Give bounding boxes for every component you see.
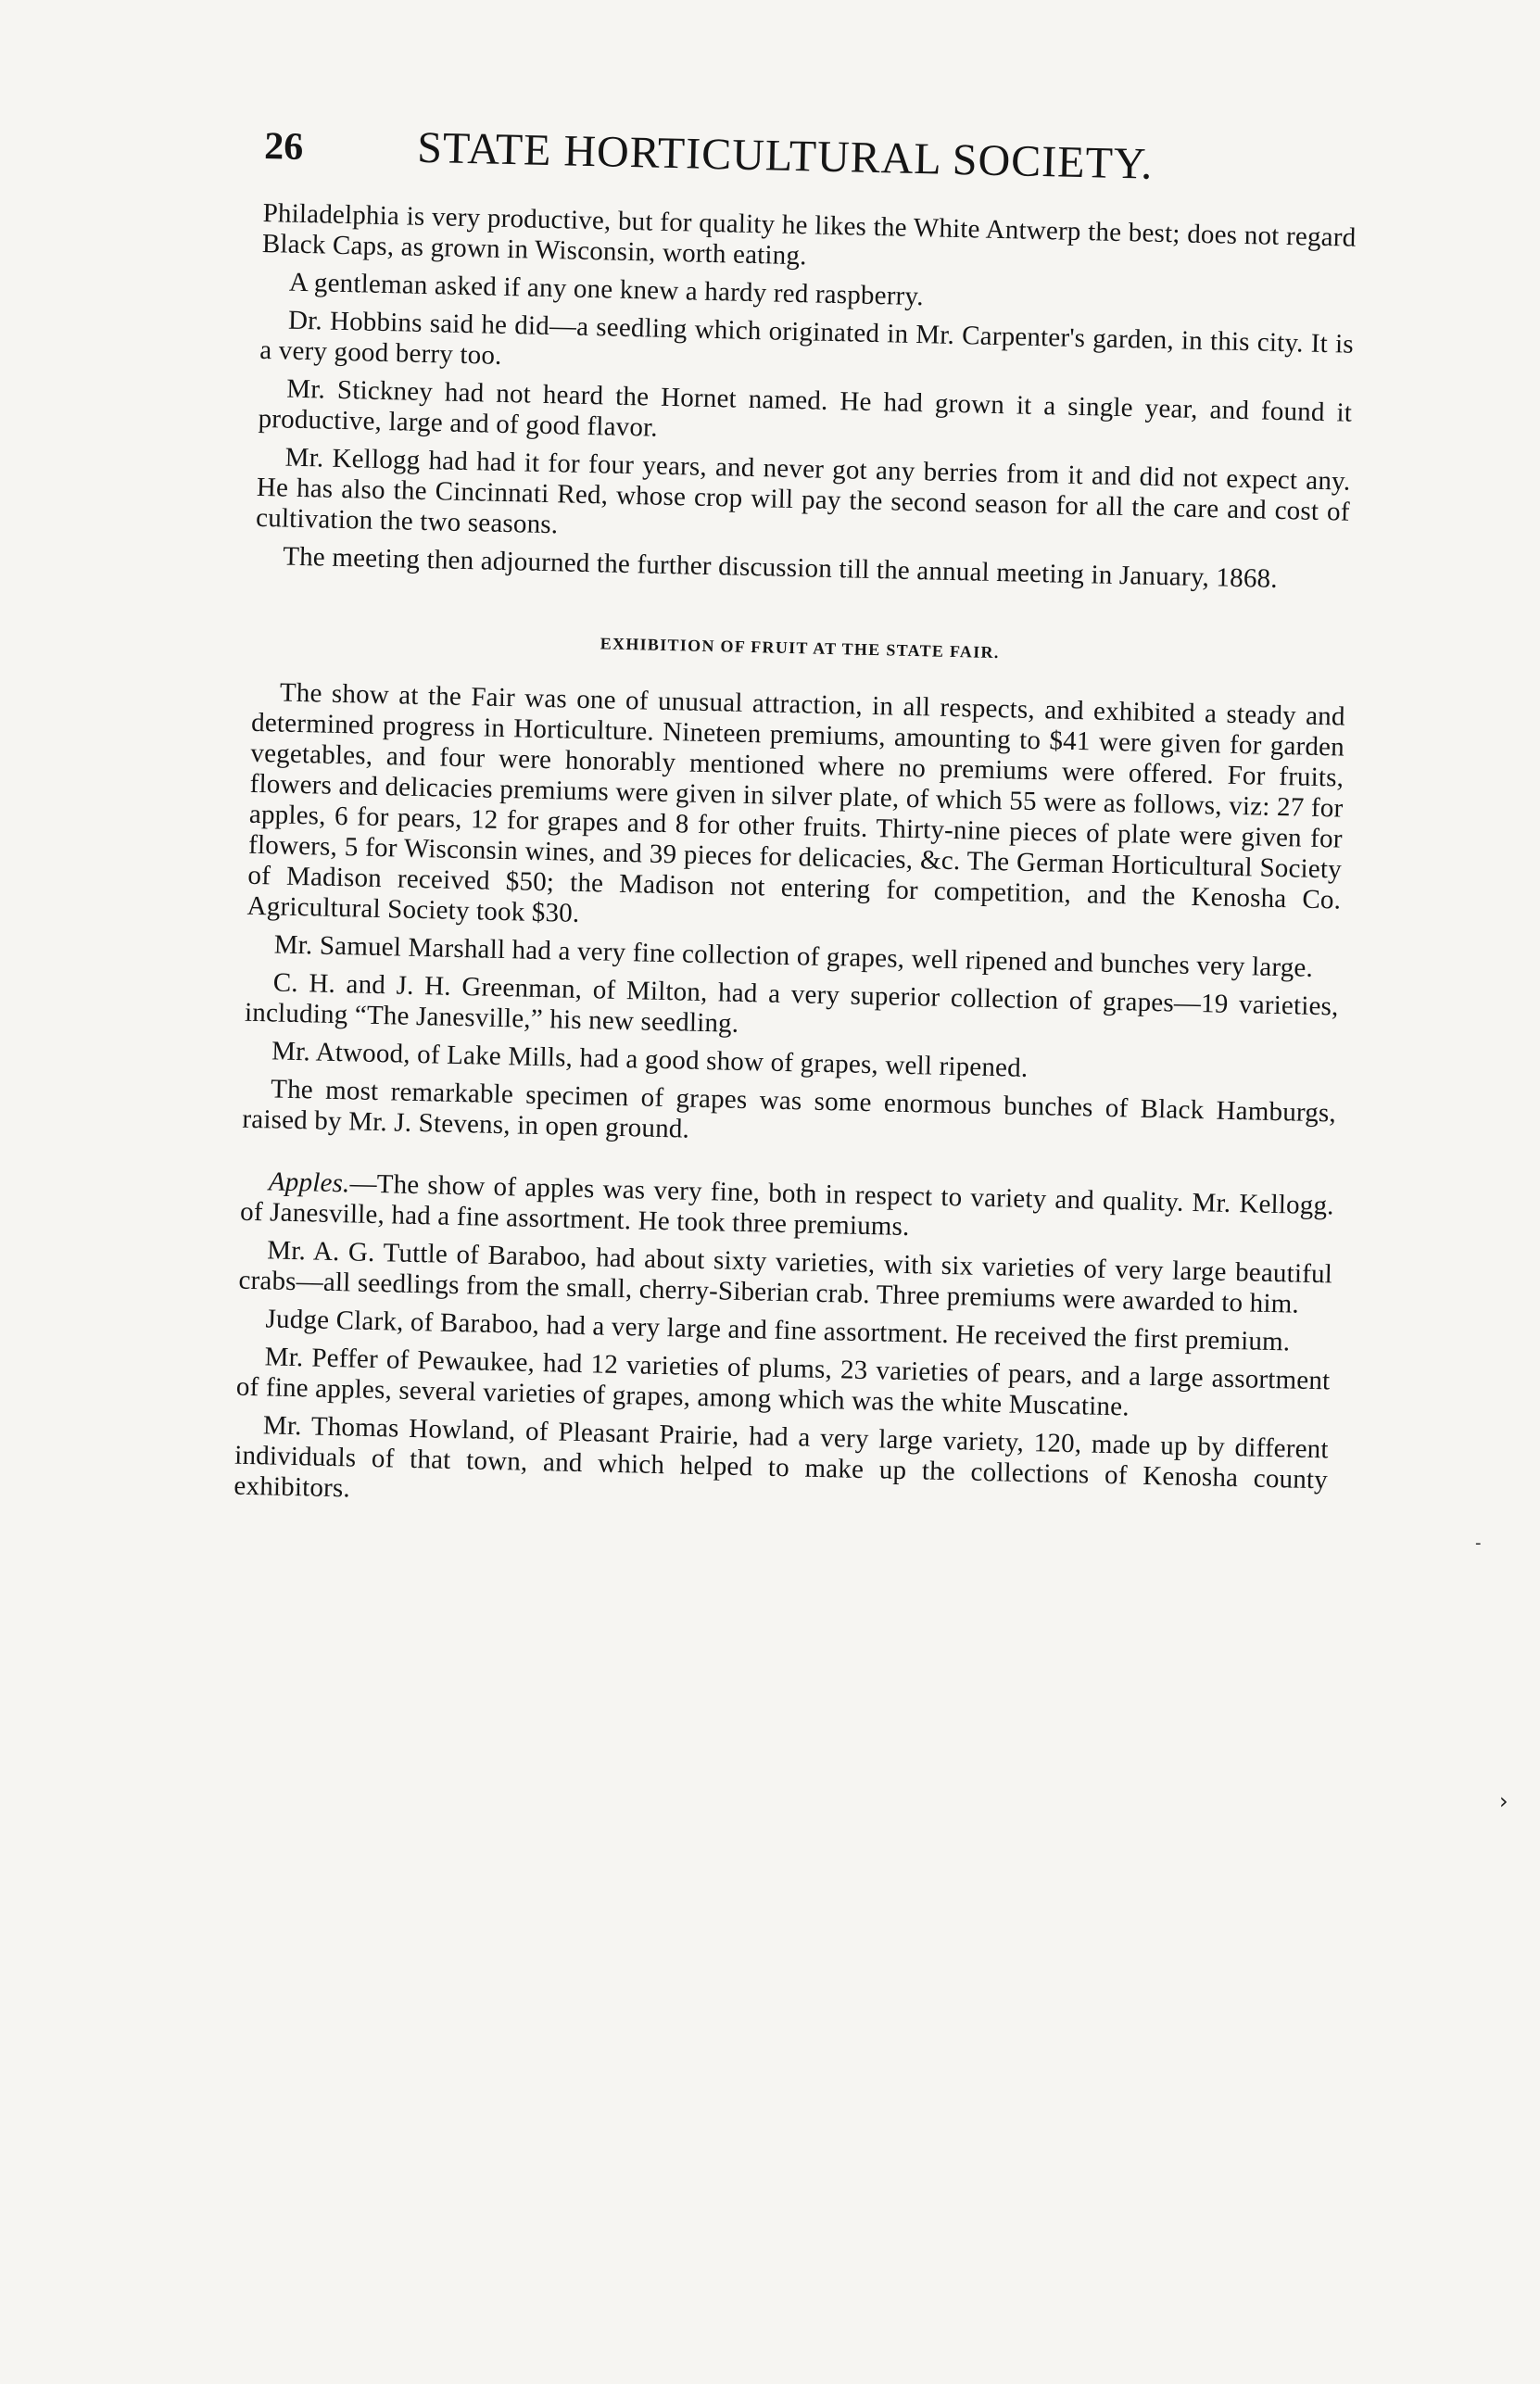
paragraph: Philadelphia is very productive, but for quality he likes the White Antwerp the best; does not regard Black Caps, as grown in Wisconsin, worth eating. <box>261 197 1357 271</box>
exhibition-paragraphs <box>242 677 1345 1160</box>
page-text-block <box>234 119 1358 1526</box>
paragraph: Mr. A. G. Tuttle of Baraboo, had about sixty varieties, with six varieties of very large beautiful crabs—all seedlings from the small, cherry-Siberian crab. Three premiums were awarded to him. <box>238 1235 1333 1319</box>
paragraph: A gentleman asked if any one knew a hardy red raspberry. <box>288 267 925 312</box>
apples-label: Apples. <box>268 1167 350 1199</box>
paragraph: Dr. Hobbins said he did—a seedling which originated in Mr. Carpenter's garden, in this city. It is a very good berry too. <box>259 305 1355 371</box>
apples-text: —The show of apples was very fine, both in respect to variety and quality. Mr. Kellogg. of Janesville, had a fine assortment. He took three premiums. <box>239 1168 1335 1242</box>
paragraph: Mr. Stickney had not heard the Hornet named. He had grown it a single year, and found it productive, large and of good flavor. <box>258 373 1353 443</box>
margin-mark: - <box>1475 1533 1482 1553</box>
paragraph: C. H. and J. H. Greenman, of Milton, had a very superior collection of grapes—19 varieties, including “The Janesville,” his new seedling. <box>244 967 1339 1039</box>
apples-paragraphs <box>234 1167 1334 1527</box>
paragraph: The show at the Fair was one of unusual attraction, in all respects, and exhibited a steady and determined progress in Horticulture. Nineteen premiums, amounting to $41 were given for garden vegetables, and four were honorably mentioned where no premiums were offered. For fruits, flowers and delicacies premiums were given in silver plate, of which 55 were as follows, viz: 27 for apples, 6 for pears, 12 for grapes and 8 for other fruits. Thirty-nine pieces of plate were given for flowers, 5 for Wisconsin wines, and 39 pieces for delicacies, &c. The German Horticultural Society of Madison received $50; the Madison not entering for competition, and the Kenosha Co. Agricultural Society took $30. <box>246 677 1346 928</box>
page-number: 26 <box>263 124 304 169</box>
margin-arrow-icon: › <box>1499 1788 1508 1814</box>
paragraph: Mr. Atwood, of Lake Mills, had a good show of grapes, well ripened. <box>271 1036 1029 1083</box>
paragraph: Mr. Thomas Howland, of Pleasant Prairie, had a very large variety, 120, made up by different individuals of that town, and which helped to make up the collections of Kenosha county exhibitors. <box>234 1410 1330 1504</box>
paragraph: Mr. Peffer of Pewaukee, had 12 varieties of plums, 23 varieties of pears, and a large assortment of fine apples, several varieties of grapes, among which was the white Muscatine. <box>235 1342 1331 1422</box>
section-heading: EXHIBITION OF FRUIT AT THE STATE FAIR. <box>600 634 1000 662</box>
paragraph: The meeting then adjourned the further discussion till the annual meeting in January, 1868. <box>282 541 1279 594</box>
paragraph: Mr. Samuel Marshall had a very fine collection of grapes, well ripened and bunches very large. <box>273 929 1314 983</box>
paragraph: Judge Clark, of Baraboo, had a very large and fine assortment. He received the first premium. <box>265 1304 1291 1357</box>
running-title: STATE HORTICULTURAL SOCIETY. <box>416 122 1154 189</box>
paragraph: Mr. Kellogg had had it for four years, and never got any berries from it and did not expect any. He has also the Cincinnati Red, whose crop will pay the second season for all the care and cost of cultivation the two seasons. <box>255 442 1351 540</box>
paragraph: The most remarkable specimen of grapes was some enormous bunches of Black Hamburgs, raised by Mr. J. Stevens, in open ground. <box>242 1074 1337 1144</box>
page-header <box>263 119 1357 212</box>
intro-paragraphs <box>255 198 1357 597</box>
